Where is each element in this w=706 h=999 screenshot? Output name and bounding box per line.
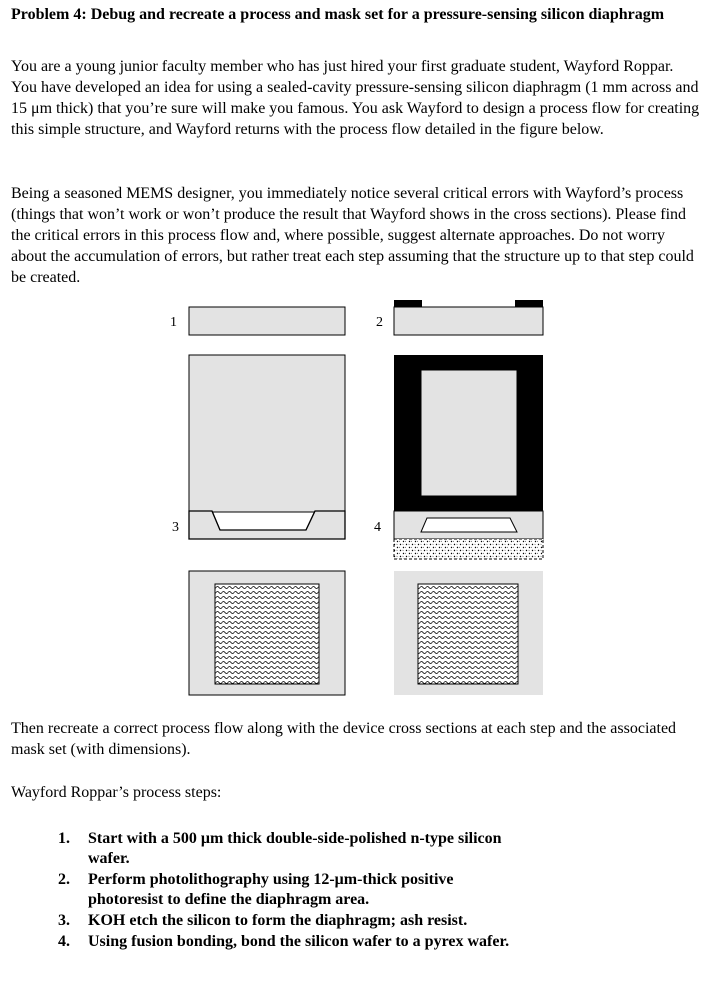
process-steps-list: [58, 829, 528, 953]
step-3-label: 3: [172, 520, 179, 535]
step-3-diaphragm-area: [215, 584, 319, 684]
step-2-top-view-opening: [421, 370, 517, 496]
step-2-resist-right: [515, 300, 543, 307]
intro-paragraph: You are a young junior faculty member who has just hired your first graduate student, Wayford Roppar. You have developed an idea for using a sealed-cavity pressure-sensing silicon diaphragm (1 mm across and 15 μm thick) that you’re sure will make you famous. You ask Wayford to design a process flow for creating this simple structure, and Wayford returns with the process flow detailed in the figure below.: [11, 58, 700, 138]
step-text: Using fusion bonding, bond the silicon wafer to a pyrex wafer.: [88, 933, 510, 950]
step-number: 1.: [58, 830, 70, 847]
problem-title: Problem 4: Debug and recreate a process and mask set for a pressure-sensing silicon diaphragm: [11, 6, 665, 23]
step-4-pyrex-wafer: [394, 539, 543, 559]
process-step: [58, 870, 528, 910]
step-1-label: 1: [170, 315, 177, 330]
process-step: [58, 829, 528, 869]
errors-paragraph: Being a seasoned MEMS designer, you immediately notice several critical errors with Wayford’s process (things that won’t work or won’t produce the result that Wayford shows in the cross sections). Please find the critical errors in this process flow and, where possible, suggest alternate approaches. Do not worry about the accumulation of errors, but rather treat each step assuming that the structure up to that step could be created.: [11, 185, 694, 286]
step-text: KOH etch the silicon to form the diaphragm; ash resist.: [88, 912, 468, 929]
step-3-etched-cross-section: [189, 511, 345, 539]
steps-heading: Wayford Roppar’s process steps:: [11, 784, 222, 801]
step-2-resist-left: [394, 300, 422, 307]
step-number: 4.: [58, 933, 70, 950]
step-text: Start with a 500 μm thick double-side-polished n-type silicon wafer.: [88, 830, 502, 867]
step-text: Perform photolithography using 12-μm-thick positive photoresist to define the diaphragm area.: [88, 871, 454, 908]
step-4-cavity: [421, 518, 517, 532]
step-1-top-view: [189, 355, 345, 512]
step-2-cross-section: [394, 307, 543, 335]
process-step: [58, 932, 528, 952]
recreate-paragraph: Then recreate a correct process flow along with the device cross sections at each step and the associated mask set (with dimensions).: [11, 720, 677, 758]
process-step: [58, 911, 528, 931]
step-1-cross-section: [189, 307, 345, 335]
step-number: 3.: [58, 912, 70, 929]
step-number: 2.: [58, 871, 70, 888]
step-2-label: 2: [376, 315, 383, 330]
step-4-label: 4: [374, 520, 381, 535]
step-4-diaphragm-area: [418, 584, 518, 684]
